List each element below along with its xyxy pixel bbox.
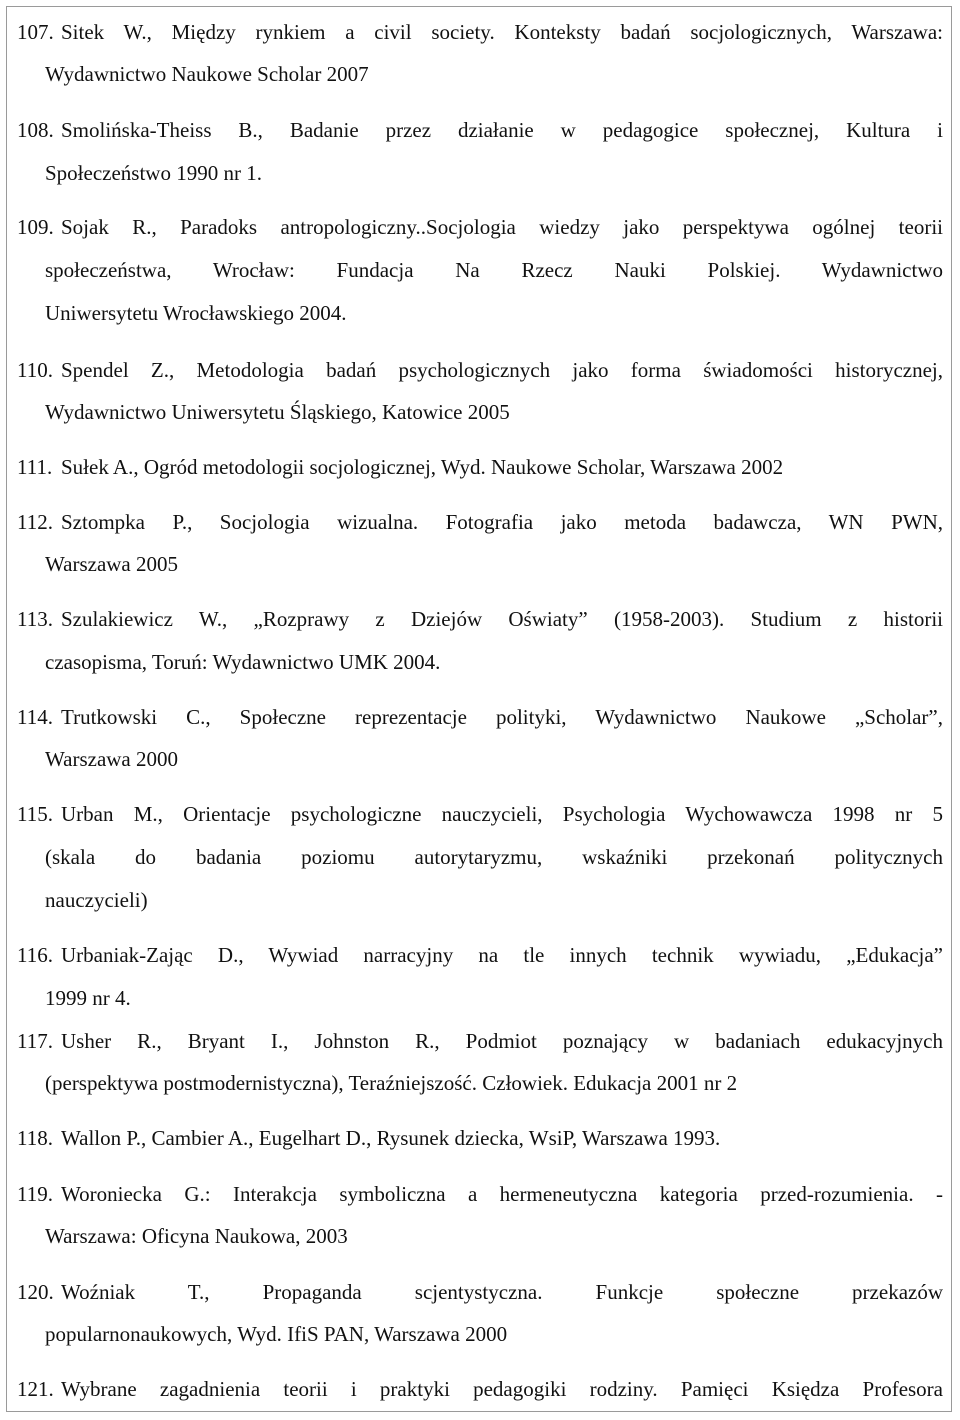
entry-text: Sztompka P., Socjologia wizualna. Fotografia jako metoda badawcza, WN PWN, bbox=[61, 510, 943, 534]
entry-text: Wallon P., Cambier A., Eugelhart D., Rysunek dziecka, WsiP, Warszawa 1993. bbox=[61, 1126, 721, 1150]
entry-text: Woźniak T., Propaganda scjentystyczna. Funkcje społeczne przekazów bbox=[61, 1280, 943, 1304]
entry-line: Społeczeństwo 1990 nr 1. bbox=[45, 161, 262, 185]
entry-line bbox=[17, 356, 943, 384]
entry-line: Warszawa 2005 bbox=[45, 552, 179, 576]
entry-text: Spendel Z., Metodologia badań psychologicznych jako forma świadomości historycznej, bbox=[61, 358, 943, 382]
entry-line bbox=[17, 605, 943, 633]
entry-line bbox=[17, 941, 943, 969]
entry-text: Usher R., Bryant I., Johnston R., Podmiot poznający w badaniach edukacyjnych bbox=[61, 1029, 943, 1053]
entry-number: 116. bbox=[17, 943, 53, 967]
entry-line: (skala do badania poziomu autorytaryzmu, wskaźniki przekonań politycznych bbox=[45, 845, 943, 869]
entry-line: Wydawnictwo Naukowe Scholar 2007 bbox=[45, 62, 369, 86]
entry-line bbox=[17, 508, 943, 536]
entry-line: popularnonaukowych, Wyd. IfiS PAN, Warszawa 2000 bbox=[45, 1322, 508, 1346]
entry-text: Szulakiewicz W., „Rozprawy z Dziejów Oświaty” (1958-2003). Studium z historii bbox=[61, 607, 943, 631]
entry-line bbox=[17, 116, 943, 144]
entry-number: 118. bbox=[17, 1126, 53, 1150]
entry-line bbox=[17, 1278, 943, 1306]
entry-number: 112. bbox=[17, 510, 53, 534]
entry-line: Warszawa: Oficyna Naukowa, 2003 bbox=[45, 1224, 348, 1248]
entry-number: 115. bbox=[17, 802, 53, 826]
entry-line bbox=[17, 453, 943, 481]
entry-text: Sułek A., Ogród metodologii socjologicznej, Wyd. Naukowe Scholar, Warszawa 2002 bbox=[61, 455, 784, 479]
entry-line bbox=[17, 800, 943, 828]
entry-number: 114. bbox=[17, 705, 53, 729]
entry-line: czasopisma, Toruń: Wydawnictwo UMK 2004. bbox=[45, 650, 441, 674]
entry-number: 109. bbox=[17, 215, 54, 239]
entry-number: 117. bbox=[17, 1029, 53, 1053]
entry-line: Uniwersytetu Wrocławskiego 2004. bbox=[45, 301, 347, 325]
entry-text: Woroniecka G.: Interakcja symboliczna a hermeneutyczna kategoria przed-rozumienia. - bbox=[61, 1182, 943, 1206]
entry-text: Wybrane zagadnienia teorii i praktyki pedagogiki rodziny. Pamięci Księdza Profesora bbox=[61, 1377, 943, 1401]
entry-text: Urbaniak-Zając D., Wywiad narracyjny na tle innych technik wywiadu, „Edukacja” bbox=[61, 943, 943, 967]
entry-text: Sojak R., Paradoks antropologiczny..Socjologia wiedzy jako perspektywa ogólnej teorii bbox=[61, 215, 943, 239]
entry-text: Smolińska-Theiss B., Badanie przez działanie w pedagogice społecznej, Kultura i bbox=[61, 118, 943, 142]
entry-text: Urban M., Orientacje psychologiczne nauczycieli, Psychologia Wychowawcza 1998 nr 5 bbox=[61, 802, 943, 826]
entry-number: 107. bbox=[17, 20, 54, 44]
entry-number: 108. bbox=[17, 118, 54, 142]
entry-line bbox=[17, 1124, 943, 1152]
entry-text: Trutkowski C., Społeczne reprezentacje polityki, Wydawnictwo Naukowe „Scholar”, bbox=[61, 705, 943, 729]
entry-line: 1999 nr 4. bbox=[45, 986, 131, 1010]
entry-line bbox=[17, 1180, 943, 1208]
entry-number: 121. bbox=[17, 1377, 54, 1401]
entry-line: nauczycieli) bbox=[45, 888, 148, 912]
entry-text: Sitek W., Między rynkiem a civil society. Konteksty badań socjologicznych, Warszawa: bbox=[61, 20, 943, 44]
entry-line bbox=[17, 213, 943, 241]
entry-number: 113. bbox=[17, 607, 53, 631]
entry-line: Wydawnictwo Uniwersytetu Śląskiego, Katowice 2005 bbox=[45, 400, 510, 424]
entry-number: 120. bbox=[17, 1280, 54, 1304]
entry-number: 110. bbox=[17, 358, 53, 382]
entry-number: 111. bbox=[17, 455, 53, 479]
entry-line bbox=[17, 1375, 943, 1403]
entry-line bbox=[17, 703, 943, 731]
entry-line: społeczeństwa, Wrocław: Fundacja Na Rzecz Nauki Polskiej. Wydawnictwo bbox=[45, 258, 943, 282]
entry-line: (perspektywa postmodernistyczna), Teraźniejszość. Człowiek. Edukacja 2001 nr 2 bbox=[45, 1071, 738, 1095]
entry-line: Warszawa 2000 bbox=[45, 747, 179, 771]
entry-line bbox=[17, 1027, 943, 1055]
entry-number: 119. bbox=[17, 1182, 53, 1206]
entry-line bbox=[17, 18, 943, 46]
